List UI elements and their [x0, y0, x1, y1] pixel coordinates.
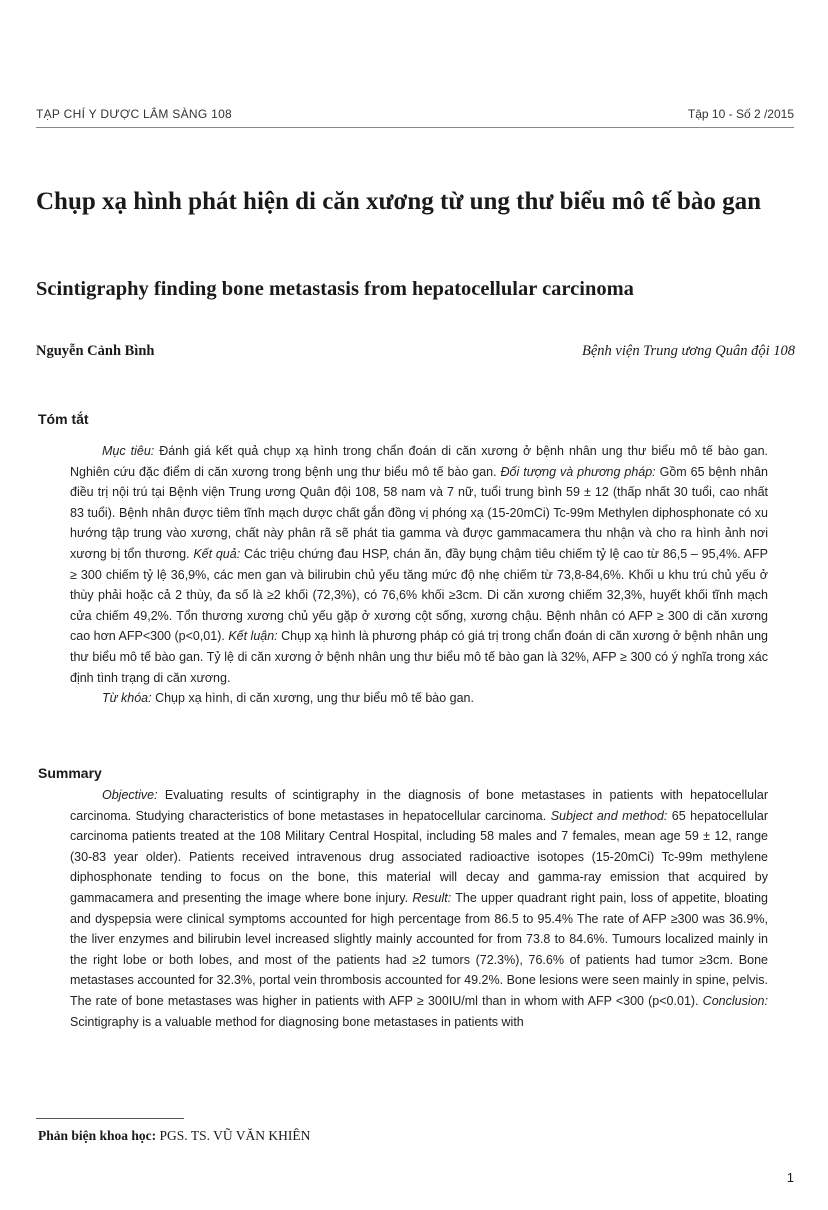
summary-heading: Summary — [38, 765, 102, 781]
running-header — [36, 107, 794, 128]
summary-body — [70, 785, 768, 1032]
footnote-divider — [36, 1118, 184, 1119]
label-conclusion: Conclusion: — [702, 993, 768, 1008]
journal-name: TẠP CHÍ Y DƯỢC LÂM SÀNG 108 — [36, 107, 233, 121]
page-number: 1 — [786, 1170, 794, 1185]
abstract-english — [70, 785, 768, 1032]
text-ket-qua: Các triệu chứng đau HSP, chán ăn, đầy bụng chậm tiêu chiếm tỷ lệ cao từ 86,5 – 95,4%. AFP ≥ 300 chiếm tỷ lệ 36,9%, các men gan và bilirubin chủ yếu tăng mức độ nhẹ chiếm từ 73,8-84,6%. Khối u khu trú chủ yếu ở thùy phải hoặc cả 2 thùy, đa số là ≥2 khối (72,3%), có 76,6% khối ≥3cm. Di căn xương chiếm 32,3%, huyết khối tĩnh mạch cửa chiếm 49,2%. Tổn thương xương chủ yếu gặp ở xương cột sống, xương chậu. Bệnh nhân có AFP ≥ 300 di căn xương cao hơn AFP<300 (p<0,01). — [70, 546, 768, 644]
abstract-vi-body — [70, 441, 768, 688]
label-ket-qua: Kết quả: — [193, 546, 241, 561]
text-muc-tieu: Đánh giá kết quả chụp xạ hình trong chẩn đoán di căn xương ở bệnh nhân ung thư biểu mô tế bào gan. Nghiên cứu đặc điểm di căn xương trong bệnh ung thư biểu mô tế bào gan. — [70, 444, 768, 479]
label-objective: Objective: — [102, 788, 158, 802]
label-ket-luan: Kết luận: — [228, 629, 278, 644]
text-result: The upper quadrant right pain, loss of appetite, bloating and dyspepsia were clinical symptoms accounted for high percentage from 86.5 to 95.4% The rate of AFP ≥300 was 36.9%, the liver enzymes and bilirubin level increased slightly mainly accounted for from 73.8 to 84.6%. Tumours localized mainly in the right lobe or both lobes, and most of the patients had ≥2 tumors (72.3%), 76.6% of patients had tumor ≥3cm. Bone metastases accounted for 32.3%, portal vein thrombosis accounted for 49.2%. Bone lesions were seen mainly in spine, pelvis. The rate of bone metastases was higher in patients with AFP ≥ 300IU/ml than in whom with AFP <300 (p<0.01). — [70, 890, 768, 1008]
text-tu-khoa: Chụp xạ hình, di căn xương, ung thư biểu mô tế bào gan. — [151, 691, 474, 706]
label-tu-khoa: Từ khóa: — [102, 691, 152, 706]
author-affiliation: Bệnh viện Trung ương Quân đội 108 — [582, 343, 795, 359]
article-title-vietnamese: Chụp xạ hình phát hiện di căn xương từ ung thư biểu mô tế bào gan — [36, 188, 762, 215]
label-doi-tuong: Đối tượng và phương pháp: — [500, 464, 656, 479]
keywords-vi — [70, 688, 768, 709]
abstract-vietnamese — [70, 441, 768, 709]
label-result: Result: — [412, 890, 452, 905]
text-ket-luan: Chụp xạ hình là phương pháp có giá trị trong chẩn đoán di căn xương ở bệnh nhân ung thư biểu mô tế bào gan. Tỷ lệ di căn xương ở bệnh nhân ung thư biểu mô tế bào gan là 32%, AFP ≥ 300 có ý nghĩa trong xác định tình trạng di căn xương. — [70, 629, 768, 685]
reviewer-name: PGS. TS. VŨ VĂN KHIÊN — [156, 1128, 311, 1143]
text-method: 65 hepatocellular carcinoma patients treated at the 108 Military Central Hospital, including 58 males and 7 females, mean age 59 ± 12, range (30-83 year older). Patients received intravenous drug associated radioactive isotopes (15-20mCi) Tc-99m methylene diphosphonate tending to focus on the bone, this material will decay and gamma-ray emission that acquired by gammacamera and presenting the image where bone injury. — [70, 808, 769, 905]
reviewer-label: Phản biện khoa học: — [38, 1128, 157, 1143]
article-title-english: Scintigraphy finding bone metastasis from hepatocellular carcinoma — [36, 278, 634, 300]
text-objective: Evaluating results of scintigraphy in the diagnosis of bone metastases in patients with hepatocellular carcinoma. Studying characteristics of bone metastases in hepatocellular carcinoma. — [70, 788, 768, 823]
text-doi-tuong: Gồm 65 bệnh nhân điều trị nội trú tại Bệnh viện Trung ương Quân đội 108, 58 nam và 7 nữ, tuổi trung bình 59 ± 12 (thấp nhất 30 tuổi, cao nhất 83 tuổi). Bệnh nhân được tiêm tĩnh mạch dược chất gắn đồng vị phóng xạ (15-20mCi) Tc-99m Methylen diphosphonate có xu hướng tập trung vào xương, chất này phân rã sẽ phát tia gamma và được gammacamera thu nhận và cho ra hình ảnh nơi xương bị tổn thương. — [70, 464, 768, 561]
reviewer-note — [38, 1128, 310, 1144]
author-name: Nguyễn Cảnh Bình — [36, 343, 155, 359]
label-method: Subject and method: — [550, 808, 668, 823]
issue-info: Tập 10 - Số 2 /2015 — [687, 107, 794, 121]
abstract-vi-heading: Tóm tắt — [38, 411, 89, 427]
text-conclusion: Scintigraphy is a valuable method for diagnosing bone metastases in patients with — [70, 1014, 524, 1029]
label-muc-tieu: Mục tiêu: — [102, 444, 155, 458]
